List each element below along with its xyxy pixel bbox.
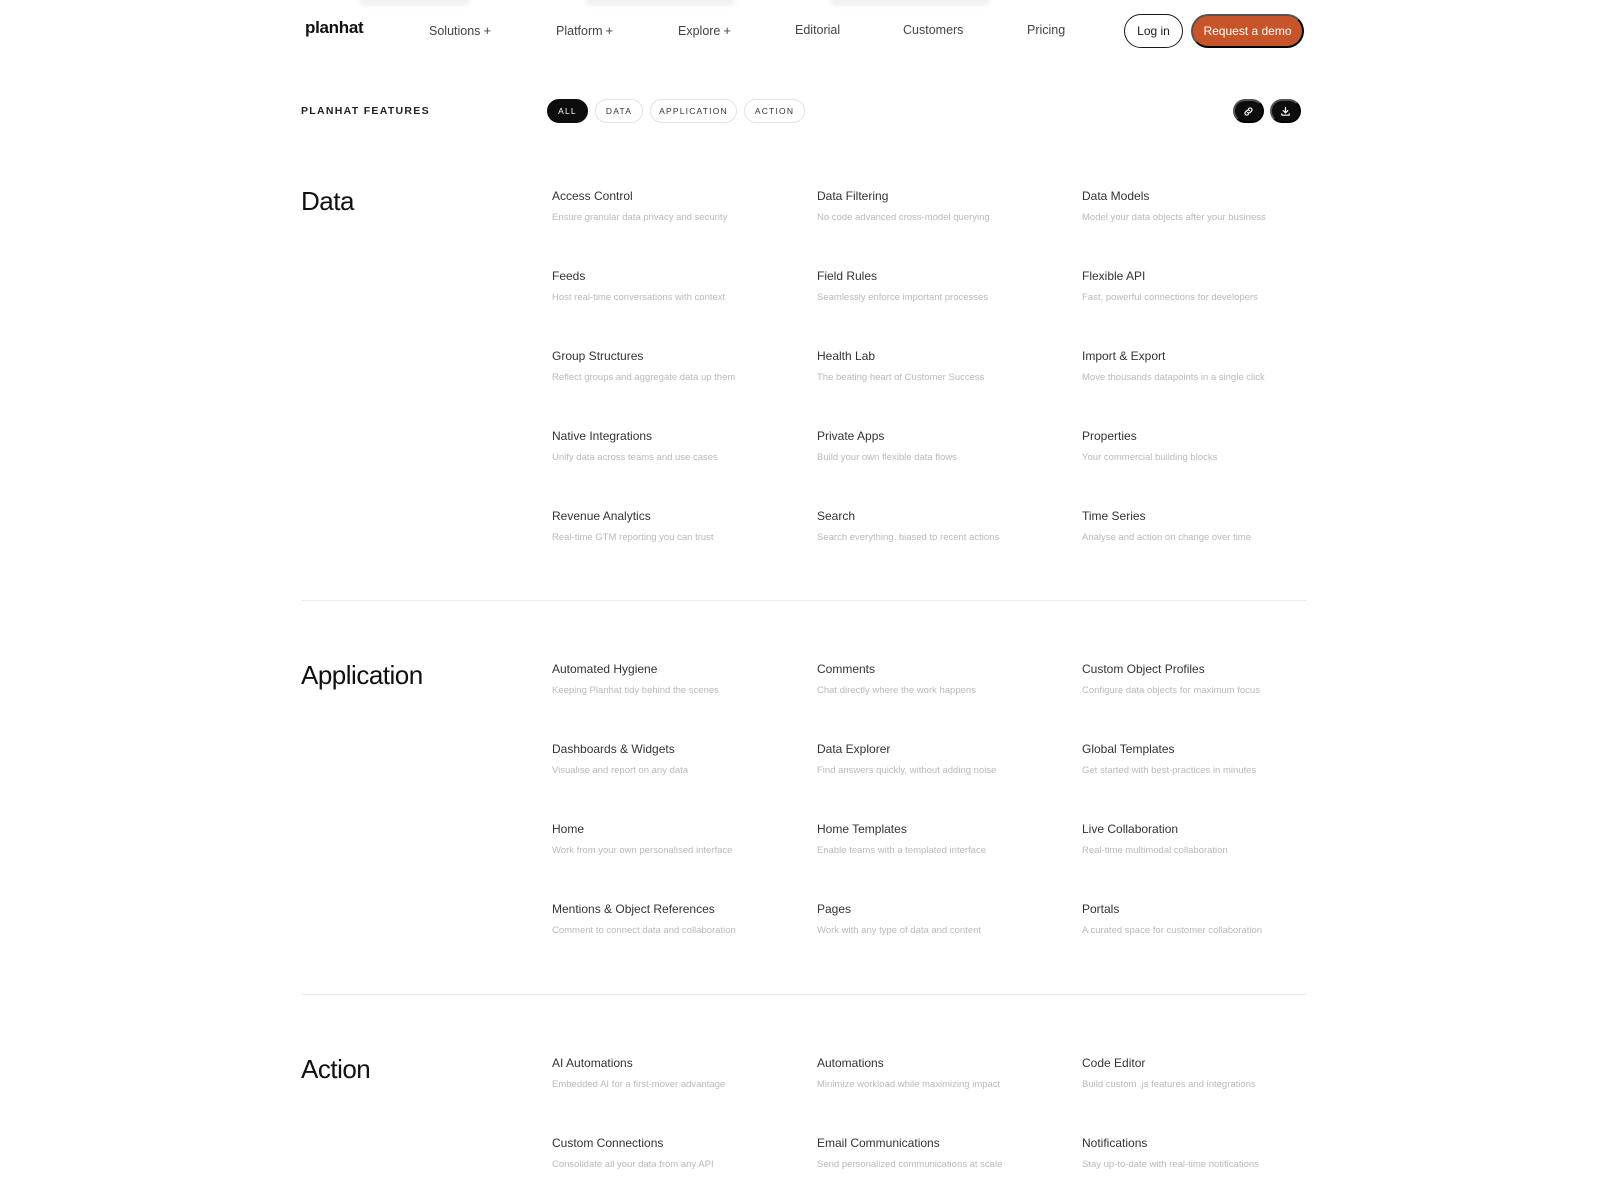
feature-field-rules[interactable]	[817, 269, 1067, 303]
section-title-action: Action	[301, 1054, 371, 1084]
feature-notifications[interactable]	[1082, 1136, 1332, 1170]
filter-chip-action[interactable]: ACTION	[744, 99, 805, 123]
filter-chip-all[interactable]: ALL	[547, 99, 588, 123]
feature-properties[interactable]	[1082, 429, 1332, 463]
section-title-application: Application	[301, 660, 423, 690]
feature-title: Automations	[817, 1056, 884, 1070]
feature-title: Custom Object Profiles	[1082, 662, 1205, 676]
feature-health-lab[interactable]	[817, 349, 1067, 383]
feature-native-integrations[interactable]	[552, 429, 802, 463]
feature-title: Mentions & Object References	[552, 902, 715, 916]
feature-title: Feeds	[552, 269, 586, 283]
feature-description: Your commercial building blocks	[1082, 452, 1218, 463]
nav-solutions[interactable]	[429, 23, 491, 38]
feature-title: Dashboards & Widgets	[552, 742, 675, 756]
feature-description: Stay up-to-date with real-time notifications	[1082, 1159, 1259, 1170]
feature-title: Code Editor	[1082, 1056, 1146, 1070]
planhat-logo[interactable]: planhat	[305, 18, 364, 37]
feature-import-export[interactable]	[1082, 349, 1332, 383]
feature-group-structures[interactable]	[552, 349, 802, 383]
feature-description: Fast, powerful connections for developers	[1082, 292, 1258, 303]
feature-description: No code advanced cross-model querying	[817, 212, 990, 223]
feature-private-apps[interactable]	[817, 429, 1067, 463]
feature-title: Health Lab	[817, 349, 876, 363]
feature-description: Work with any type of data and content	[817, 925, 982, 936]
feature-flexible-api[interactable]	[1082, 269, 1332, 303]
filter-chip-data[interactable]: DATA	[595, 99, 643, 123]
feature-description: Send personalized communications at scale	[817, 1159, 1003, 1170]
login-button[interactable]: Log in	[1124, 14, 1183, 48]
feature-automations[interactable]	[817, 1056, 1067, 1090]
feature-description: Find answers quickly, without adding noise	[817, 765, 997, 776]
feature-title: Email Communications	[817, 1136, 940, 1150]
feature-title: Import & Export	[1082, 349, 1166, 363]
nav-label: Explore	[678, 24, 721, 38]
nav-pricing[interactable]	[1027, 23, 1065, 37]
feature-description: A curated space for customer collaboration	[1082, 925, 1263, 936]
feature-title: Access Control	[552, 189, 633, 203]
feature-description: Real-time GTM reporting you can trust	[552, 532, 714, 543]
feature-automated-hygiene[interactable]	[552, 662, 802, 696]
feature-custom-object-profiles[interactable]	[1082, 662, 1332, 696]
feature-description: Host real-time conversations with context	[552, 292, 726, 303]
feature-email-communications[interactable]	[817, 1136, 1067, 1170]
feature-description: Ensure granular data privacy and security	[552, 212, 728, 223]
feature-title: Revenue Analytics	[552, 509, 651, 523]
feature-title: Data Filtering	[817, 189, 889, 203]
feature-description: Unify data across teams and use cases	[552, 452, 718, 463]
feature-description: Seamlessly enforce important processes	[817, 292, 989, 303]
feature-feeds[interactable]	[552, 269, 802, 303]
plus-icon: +	[605, 23, 614, 38]
feature-description: Enable teams with a templated interface	[817, 845, 986, 856]
feature-description: Minimize workload while maximizing impact	[817, 1079, 1001, 1090]
feature-live-collaboration[interactable]	[1082, 822, 1332, 856]
feature-title: Properties	[1082, 429, 1137, 443]
section-divider	[301, 600, 1307, 601]
feature-description: Analyse and action on change over time	[1082, 532, 1251, 543]
feature-data-models[interactable]	[1082, 189, 1332, 223]
features-heading: PLANHAT FEATURES	[301, 105, 430, 117]
download-icon	[1280, 106, 1291, 117]
feature-title: Notifications	[1082, 1136, 1148, 1150]
feature-title: Portals	[1082, 902, 1120, 916]
feature-title: Search	[817, 509, 856, 523]
feature-home[interactable]	[552, 822, 802, 856]
nav-label: Customers	[903, 23, 964, 37]
nav-label: Solutions	[429, 24, 481, 38]
feature-title: Home	[552, 822, 585, 836]
section-divider	[301, 994, 1307, 995]
feature-title: Automated Hygiene	[552, 662, 658, 676]
section-title-data: Data	[301, 186, 354, 216]
feature-description: Real-time multimodal collaboration	[1082, 845, 1228, 856]
feature-pages[interactable]	[817, 902, 1067, 936]
feature-description: Model your data objects after your business	[1082, 212, 1266, 223]
feature-ai-automations[interactable]	[552, 1056, 802, 1090]
feature-description: Configure data objects for maximum focus	[1082, 685, 1260, 696]
feature-description: Move thousands datapoints in a single click	[1082, 372, 1265, 383]
feature-mentions-object-references[interactable]	[552, 902, 802, 936]
link-icon	[1243, 106, 1254, 117]
feature-title: Data Explorer	[817, 742, 891, 756]
feature-data-explorer[interactable]	[817, 742, 1067, 776]
feature-description: Reflect groups and aggregate data up them	[552, 372, 736, 383]
feature-description: Search everything, biased to recent actions	[817, 532, 1000, 543]
feature-title: Native Integrations	[552, 429, 653, 443]
download-button[interactable]	[1270, 99, 1301, 123]
nav-label: Editorial	[795, 23, 841, 37]
nav-platform[interactable]	[556, 23, 613, 38]
nav-editorial[interactable]	[795, 23, 840, 37]
nav-label: Platform	[556, 24, 603, 38]
feature-title: Private Apps	[817, 429, 885, 443]
feature-access-control[interactable]	[552, 189, 802, 223]
feature-portals[interactable]	[1082, 902, 1332, 936]
feature-data-filtering[interactable]	[817, 189, 1067, 223]
feature-time-series[interactable]	[1082, 509, 1332, 543]
feature-revenue-analytics[interactable]	[552, 509, 802, 543]
feature-title: Time Series	[1082, 509, 1146, 523]
feature-title: AI Automations	[552, 1056, 633, 1070]
feature-title: Home Templates	[817, 822, 907, 836]
feature-description: Consolidate all your data from any API	[552, 1159, 714, 1170]
feature-description: Chat directly where the work happens	[817, 685, 976, 696]
feature-comments[interactable]	[817, 662, 1067, 696]
feature-description: Visualise and report on any data	[552, 765, 689, 776]
feature-description: Build your own flexible data flows	[817, 452, 957, 463]
nav-customers[interactable]	[903, 23, 963, 37]
feature-title: Comments	[817, 662, 876, 676]
feature-code-editor[interactable]	[1082, 1056, 1332, 1090]
feature-description: Comment to connect data and collaboration	[552, 925, 736, 936]
filter-chip-application[interactable]: APPLICATION	[650, 99, 737, 123]
feature-title: Pages	[817, 902, 852, 916]
feature-title: Field Rules	[817, 269, 878, 283]
copy-link-button[interactable]	[1233, 99, 1264, 123]
feature-title: Global Templates	[1082, 742, 1175, 756]
plus-icon: +	[723, 23, 731, 38]
feature-title: Data Models	[1082, 189, 1150, 203]
feature-home-templates[interactable]	[817, 822, 1067, 856]
feature-description: Get started with best-practices in minutes	[1082, 765, 1257, 776]
feature-description: Keeping Planhat tidy behind the scenes	[552, 685, 719, 696]
feature-title: Flexible API	[1082, 269, 1146, 283]
nav-label: Pricing	[1027, 23, 1066, 37]
top-navigation	[0, 0, 1600, 62]
feature-description: Embedded AI for a first-mover advantage	[552, 1079, 726, 1090]
feature-dashboards-widgets[interactable]	[552, 742, 802, 776]
feature-global-templates[interactable]	[1082, 742, 1332, 776]
plus-icon: +	[483, 23, 492, 38]
request-demo-button[interactable]: Request a demo	[1191, 14, 1304, 48]
feature-description: Build custom .js features and integrations	[1082, 1079, 1256, 1090]
feature-custom-connections[interactable]	[552, 1136, 802, 1170]
feature-title: Group Structures	[552, 349, 644, 363]
feature-title: Live Collaboration	[1082, 822, 1179, 836]
feature-title: Custom Connections	[552, 1136, 664, 1150]
feature-search[interactable]	[817, 509, 1067, 543]
feature-description: The beating heart of Customer Success	[817, 372, 985, 383]
nav-explore[interactable]	[678, 23, 731, 38]
feature-description: Work from your own personalised interface	[552, 845, 733, 856]
